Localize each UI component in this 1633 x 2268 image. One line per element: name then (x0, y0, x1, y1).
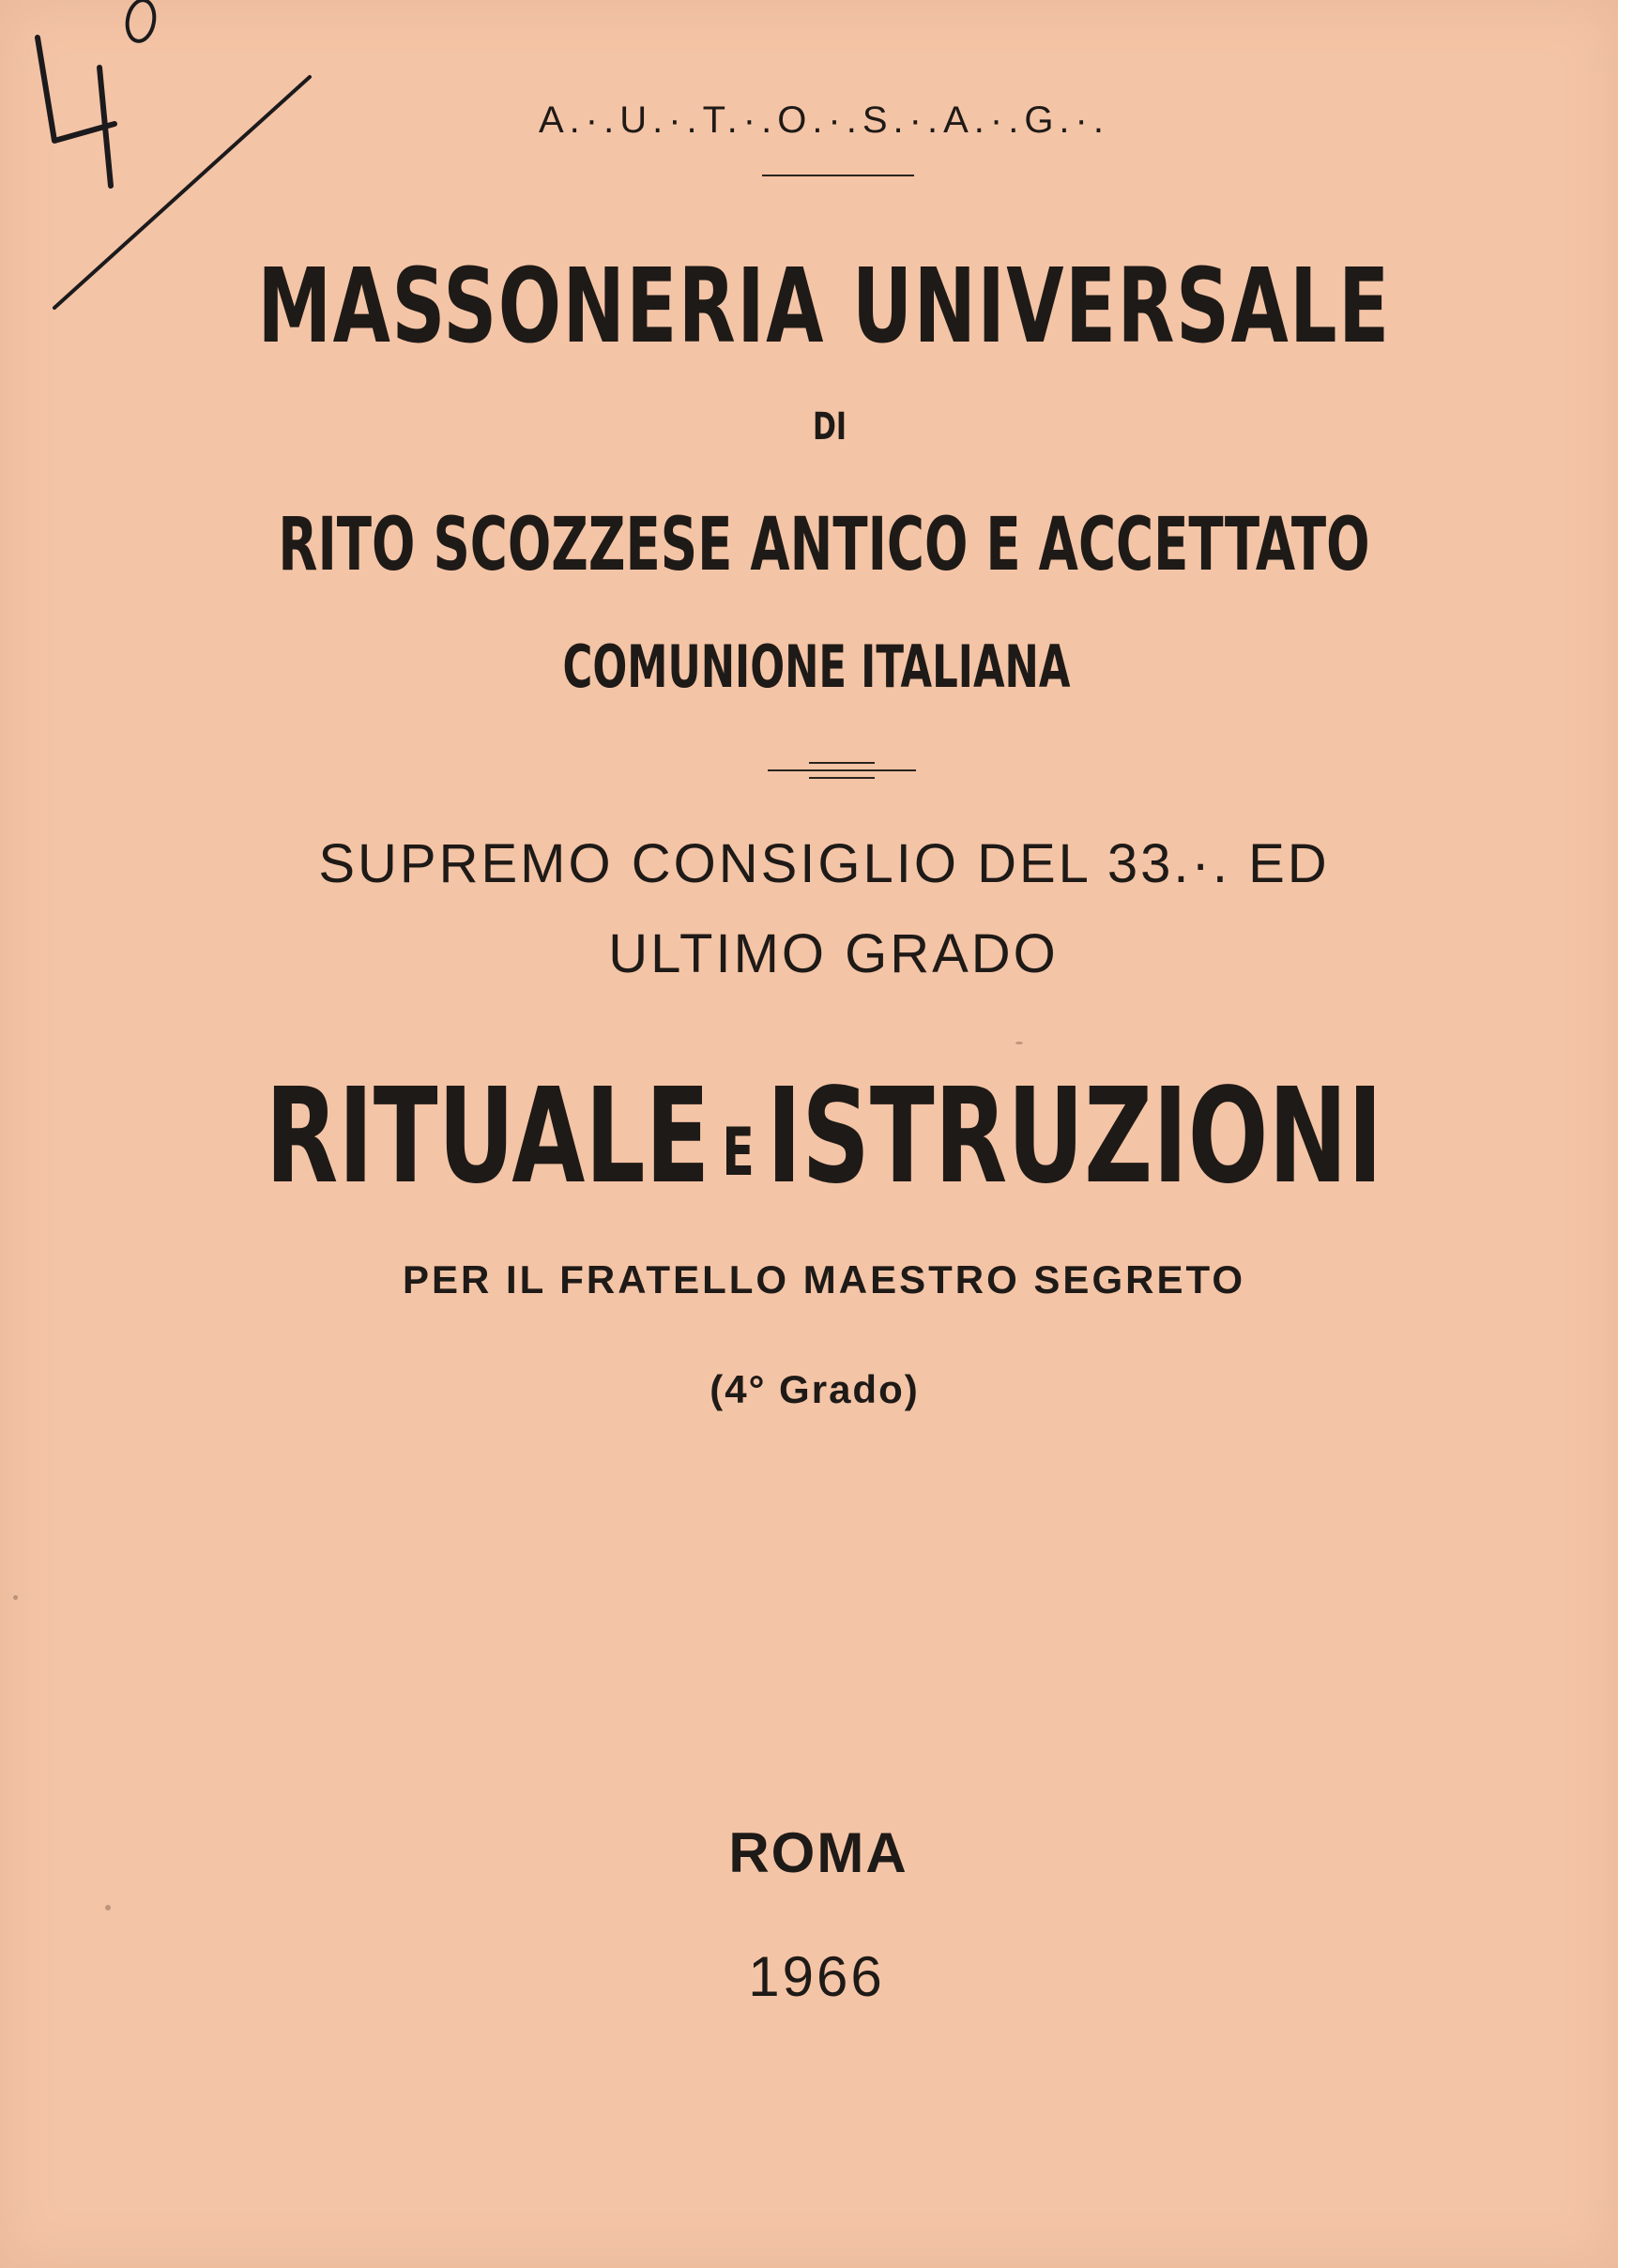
degree-label: (4° Grado) (710, 1367, 920, 1411)
paper-speck (13, 1595, 18, 1600)
handwritten-degree-circle (124, 0, 157, 43)
scan-edge (1618, 0, 1633, 2268)
main-title: MASSONERIA UNIVERSALE (257, 246, 1391, 366)
communion-name: COMUNIONE ITALIANA (562, 632, 1071, 701)
paper-speck (105, 1905, 111, 1910)
paper-speck (1015, 1042, 1023, 1044)
ritual-title-conjunction: E (722, 1114, 755, 1191)
ritual-title (241, 1060, 1406, 1213)
publication-city: ROMA (728, 1821, 908, 1884)
publication-year: 1966 (748, 1945, 885, 2008)
supreme-council-line-2: ULTIMO GRADO (608, 923, 1059, 984)
masonic-acronym: A.·.U.·.T.·.O.·.S.·.A.·.G.·. (539, 99, 1109, 141)
title-connector: DI (812, 405, 847, 449)
supreme-council-line-1: SUPREMO CONSIGLIO DEL 33.·. ED (318, 833, 1330, 894)
ritual-subtitle: PER IL FRATELLO MAESTRO SEGRETO (402, 1257, 1246, 1301)
ritual-title-word-2: ISTRUZIONI (766, 1060, 1383, 1213)
acronym-underline (762, 175, 914, 176)
rite-name: RITO SCOZZESE ANTICO E ACCETTATO (278, 503, 1370, 587)
ritual-title-word-1: RITUALE (265, 1060, 710, 1213)
